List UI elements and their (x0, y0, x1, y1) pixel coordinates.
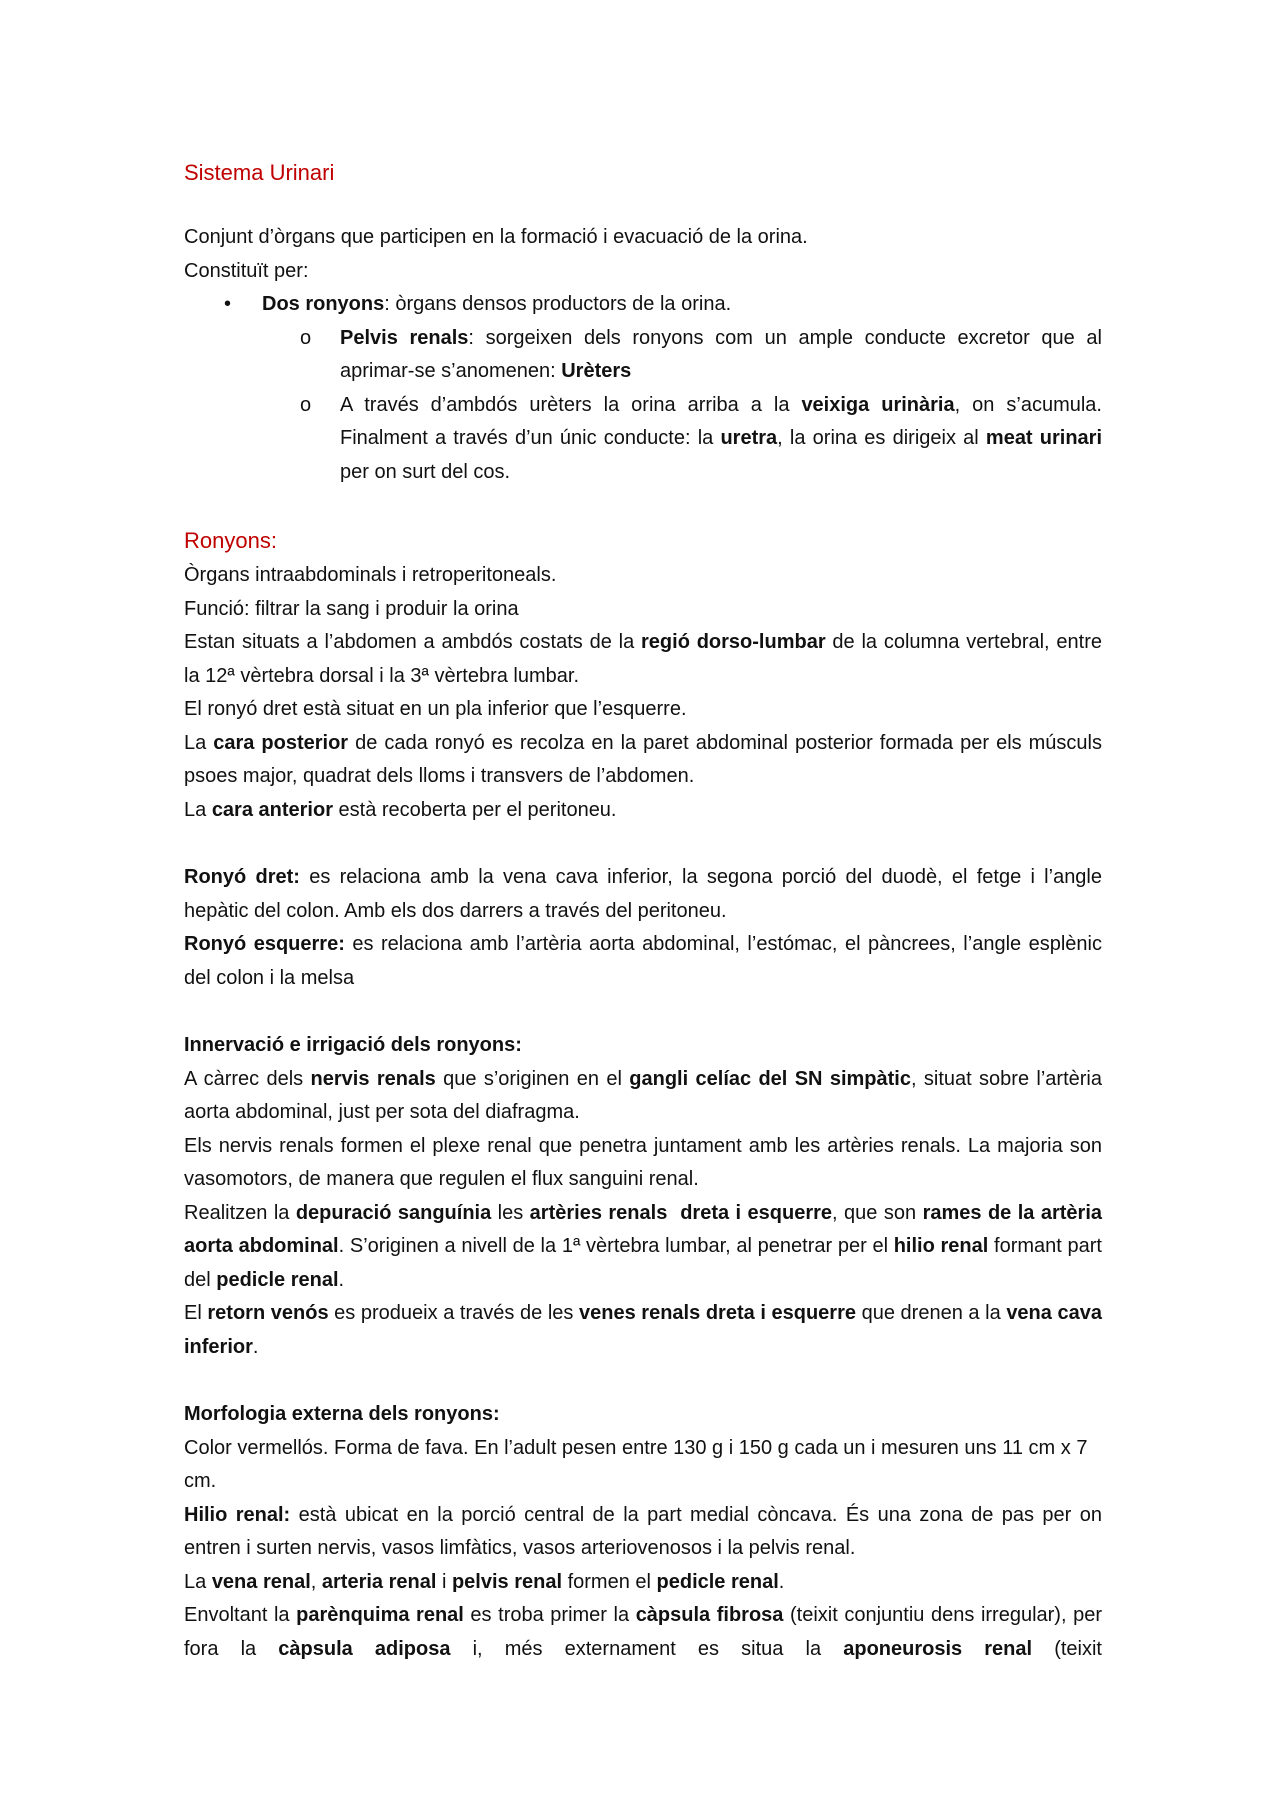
text-run: , que son (832, 1201, 923, 1224)
paragraph: Color vermellós. Forma de fava. En l’adult pesen entre 130 g i 150 g cada un i mesuren uns 11 cm x 7 cm. (184, 1436, 1088, 1492)
paragraph (184, 794, 1102, 828)
bold-heading: Innervació e irrigació dels ronyons: (184, 1034, 522, 1056)
section-heading-innervacio (184, 1029, 1102, 1063)
section-heading-ronyons: Ronyons: (184, 528, 277, 553)
paragraph (184, 727, 1102, 794)
bold-term: Urèters (561, 360, 632, 382)
text-run: , on s’acumula. Finalment a través d’un únic conducte: la (340, 393, 1102, 449)
bold-term: càpsula adiposa (278, 1637, 451, 1660)
bold-term: cara posterior (213, 731, 349, 754)
bold-term: vena cava inferior (184, 1302, 1102, 1358)
paragraph (184, 1566, 1102, 1600)
text-run: es relaciona amb l’artèria aorta abdominal, l’estómac, el pàncrees, l’angle esplènic del colon i la melsa (184, 933, 1102, 989)
text-run: que drenen a la (855, 1302, 1007, 1324)
bold-term: nervis renals (310, 1067, 436, 1090)
text-run: i (436, 1570, 452, 1593)
text-run: (teixit (1032, 1637, 1102, 1660)
spacer (184, 1364, 1102, 1398)
bold-term: veixiga urinària (801, 393, 955, 416)
paragraph (184, 626, 1102, 693)
text-run: : òrgans densos productors de la orina. (384, 293, 732, 315)
text-run: , la orina es dirigeix al (777, 427, 986, 449)
bold-term: regió dorso-lumbar (641, 631, 826, 653)
bold-term: Dos ronyons (262, 293, 385, 315)
text-run: A través d’ambdós urèters la orina arriba a la (340, 393, 802, 416)
sub-bullet-icon: o (300, 393, 312, 416)
text-run: i, més externament es situa la (450, 1637, 844, 1660)
bold-term: càpsula fibrosa (635, 1604, 784, 1626)
sub-item-pelvis (184, 322, 1102, 389)
paragraph (184, 1197, 1102, 1298)
paragraph: El ronyó dret està situat en un pla inferior que l’esquerre. (184, 698, 687, 720)
bullet-icon: • (224, 293, 232, 315)
text-run: està ubicat en la porció central de la part medial còncava. És una zona de pas per on entren i surten nervis, vasos limfàtics, vasos arteriovenosos i la pelvis renal. (184, 1503, 1102, 1559)
text-run: que s’originen en el (435, 1067, 630, 1090)
bold-term: aponeurosis renal (843, 1637, 1033, 1660)
bold-term: retorn venós (207, 1302, 329, 1324)
bold-term: depuració sanguínia (295, 1201, 492, 1224)
text-run: Estan situats a l’abdomen a ambdós costats de la (184, 631, 642, 653)
text-run: . S’originen a nivell de la 1ª vèrtebra lumbar, al penetrar per el (338, 1235, 894, 1257)
bold-term: vena renal (211, 1570, 311, 1593)
text-run: . (338, 1268, 345, 1291)
text-run: formen el (562, 1570, 657, 1593)
bold-term: pedicle renal (216, 1268, 339, 1291)
text-run: , (310, 1570, 322, 1593)
bold-term: venes renals dreta i esquerre (579, 1302, 856, 1324)
bold-term: parènquima renal (296, 1604, 464, 1626)
text-run: La (184, 1570, 212, 1593)
bold-term: pelvis renal (451, 1570, 563, 1593)
list-item-ronyons (184, 288, 1102, 489)
bold-term: Ronyó dret: (184, 866, 300, 888)
text-run: formant part del (184, 1235, 1102, 1291)
document-title: Sistema Urinari (184, 160, 335, 185)
intro-line-2: Constituït per: (184, 259, 309, 282)
bold-term: rames de la artèria aorta abdominal (184, 1201, 1102, 1257)
text-run: es troba primer la (463, 1604, 636, 1626)
spacer (184, 995, 1102, 1029)
paragraph: Òrgans intraabdominals i retroperitoneals. (184, 564, 557, 586)
bold-heading: Morfologia externa dels ronyons: (184, 1403, 500, 1425)
text-run: es produeix a través de les (328, 1302, 579, 1324)
bold-term: pedicle renal (656, 1570, 779, 1593)
text-run: està recoberta per el peritoneu. (332, 798, 617, 821)
bold-term: cara anterior (211, 798, 333, 821)
text-run: Envoltant la (184, 1604, 297, 1626)
text-run: . (778, 1570, 785, 1593)
text-run: A càrrec dels (184, 1067, 311, 1090)
bold-term: Hilio renal: (184, 1503, 291, 1526)
paragraph (184, 1063, 1102, 1130)
sub-bullet-icon: o (300, 326, 312, 349)
bold-term: Ronyó esquerre: (184, 933, 345, 955)
bold-term: hilio renal (893, 1235, 989, 1257)
text-run: de la columna vertebral, entre la 12ª vèrtebra dorsal i la 3ª vèrtebra lumbar. (184, 631, 1102, 687)
bold-term: arteria renal (321, 1570, 437, 1593)
paragraph: Funció: filtrar la sang i produir la orina (184, 597, 519, 620)
paragraph: Els nervis renals formen el plexe renal que penetra juntament amb les artèries renals. La majoria son vasomotors, de manera que regulen el flux sanguini renal. (184, 1134, 1102, 1190)
text-run: , situat sobre l’artèria aorta abdominal, just per sota del diafragma. (184, 1067, 1102, 1123)
paragraph-ronyo-esquerre (184, 928, 1102, 995)
spacer (184, 489, 1102, 523)
text-run: (teixit conjuntiu dens irregular), per fora la (184, 1604, 1103, 1660)
text-run: El (184, 1302, 208, 1324)
bold-term: gangli celíac del SN simpàtic (629, 1067, 911, 1090)
text-run: La (184, 798, 212, 821)
text-run: de cada ronyó es recolza en la paret abdominal posterior formada per els músculs psoes major, quadrat dels lloms i transvers de l’abdomen. (184, 731, 1102, 787)
sub-list (184, 322, 1102, 490)
text-run: Realitzen la (184, 1201, 296, 1224)
paragraph (184, 1297, 1102, 1364)
sub-item-ureters (184, 389, 1102, 490)
bold-term: artèries renals dreta i esquerre (529, 1201, 833, 1224)
section-heading-morfologia (184, 1398, 1102, 1432)
text-run: les (491, 1201, 530, 1224)
text-run: : sorgeixen dels ronyons com un ample conducte excretor que al aprimar-se s’anomenen: (340, 326, 1102, 382)
paragraph (184, 1599, 1102, 1666)
text-run: es relaciona amb la vena cava inferior, la segona porció del duodè, el fetge i l’angle hepàtic del colon. Amb els dos darrers a través del peritoneu. (184, 866, 1103, 922)
text-run: La (184, 731, 214, 754)
bold-term: uretra (720, 427, 778, 449)
paragraph (184, 1499, 1102, 1566)
paragraph-ronyo-dret (184, 861, 1102, 928)
text-run: . (252, 1335, 259, 1358)
text-run: per on surt del cos. (340, 460, 511, 483)
bold-term: Pelvis renals (340, 326, 469, 349)
bold-term: meat urinari (985, 427, 1103, 449)
intro-line-1: Conjunt d’òrgans que participen en la formació i evacuació de la orina. (184, 226, 808, 248)
spacer (184, 827, 1102, 861)
constituents-list (184, 288, 1102, 489)
